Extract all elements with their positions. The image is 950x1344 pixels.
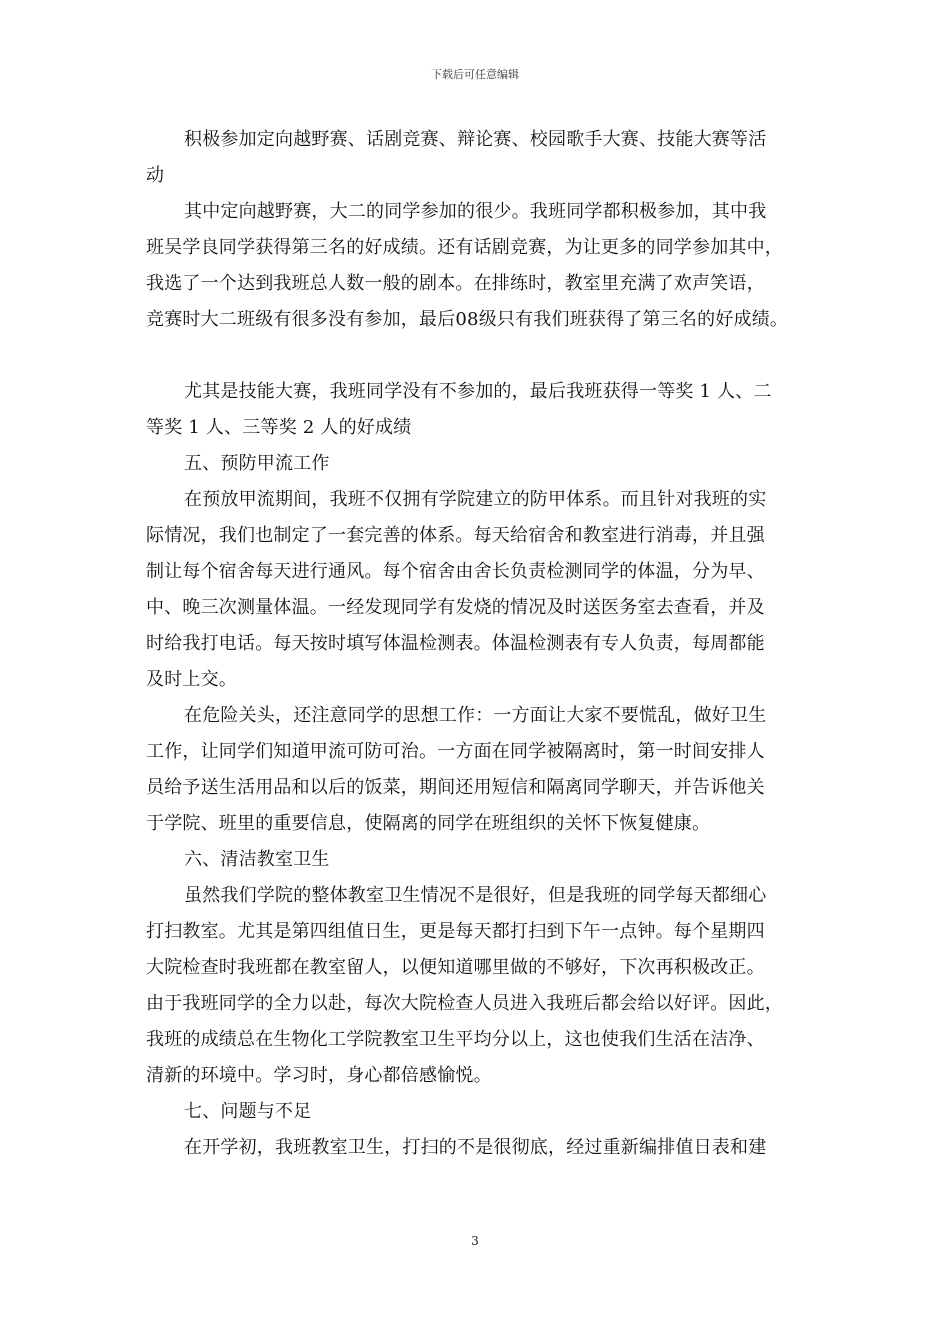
paragraph-line: 时给我打电话。每天按时填写体温检测表。体温检测表有专人负责，每周都能 <box>146 633 765 654</box>
paragraph-line: 由于我班同学的全力以赴，每次大院检查人员进入我班后都会给以好评。因此， <box>146 993 783 1014</box>
paragraph-line: 动 <box>146 165 165 186</box>
paragraph-line: 积极参加定向越野赛、话剧竞赛、辩论赛、校园歌手大赛、技能大赛等活 <box>184 129 767 150</box>
paragraph-line: 大院检查时我班都在教室留人，以便知道哪里做的不够好，下次再积极改正。 <box>146 957 765 978</box>
paragraph-line: 班吴学良同学获得第三名的好成绩。还有话剧竞赛，为让更多的同学参加其中， <box>146 237 783 258</box>
paragraph-line: 在预放甲流期间，我班不仅拥有学院建立的防甲体系。而且针对我班的实 <box>184 489 767 510</box>
paragraph-line: 工作，让同学们知道甲流可防可治。一方面在同学被隔离时，第一时间安排人 <box>146 741 765 762</box>
paragraph-line: 及时上交。 <box>146 669 237 690</box>
section-heading: 五、预防甲流工作 <box>184 453 330 474</box>
paragraph-line: 清新的环境中。学习时，身心都倍感愉悦。 <box>146 1065 492 1086</box>
section-heading: 六、清洁教室卫生 <box>184 849 330 870</box>
document-body <box>146 122 822 1166</box>
paragraph-line: 尤其是技能大赛，我班同学没有不参加的，最后我班获得一等奖 1 人、二 <box>184 381 772 402</box>
paragraph-line: 在开学初，我班教室卫生，打扫的不是很彻底，经过重新编排值日表和建 <box>184 1137 767 1158</box>
paragraph-line: 于学院、班里的重要信息，使隔离的同学在班组织的关怀下恢复健康。 <box>146 813 711 834</box>
paragraph-line: 竞赛时大二班级有很多没有参加，最后08级只有我们班获得了第三名的好成绩。 <box>146 309 789 330</box>
paragraph-line: 打扫教室。尤其是第四组值日生，更是每天都打扫到下午一点钟。每个星期四 <box>146 921 765 942</box>
paragraph-line: 中、晚三次测量体温。一经发现同学有发烧的情况及时送医务室去查看，并及 <box>146 597 765 618</box>
paragraph-line: 际情况，我们也制定了一套完善的体系。每天给宿舍和教室进行消毒，并且强 <box>146 525 765 546</box>
paragraph-line: 员给予送生活用品和以后的饭菜，期间还用短信和隔离同学聊天，并告诉他关 <box>146 777 765 798</box>
paragraph-line: 虽然我们学院的整体教室卫生情况不是很好，但是我班的同学每天都细心 <box>184 885 767 906</box>
paragraph-line: 我班的成绩总在生物化工学院教室卫生平均分以上，这也使我们生活在洁净、 <box>146 1029 765 1050</box>
paragraph-line: 其中定向越野赛，大二的同学参加的很少。我班同学都积极参加，其中我 <box>184 201 767 222</box>
page-header: 下载后可任意编辑 <box>431 68 519 81</box>
paragraph-line: 等奖 1 人、三等奖 2 人的好成绩 <box>146 417 412 438</box>
page-number: 3 <box>471 1234 479 1248</box>
section-heading: 七、问题与不足 <box>184 1101 312 1122</box>
paragraph-line: 我选了一个达到我班总人数一般的剧本。在排练时，教室里充满了欢声笑语， <box>146 273 765 294</box>
paragraph-line: 在危险关头，还注意同学的思想工作：一方面让大家不要慌乱，做好卫生 <box>184 705 767 726</box>
paragraph-gap <box>146 338 822 374</box>
paragraph-line: 制让每个宿舍每天进行通风。每个宿舍由舍长负责检测同学的体温，分为早、 <box>146 561 765 582</box>
